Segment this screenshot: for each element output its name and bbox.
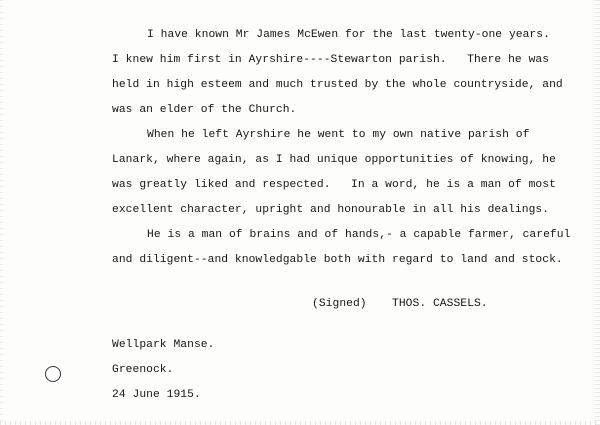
paragraph-3-line-2: and diligent--and knowledgable both with regard to land and stock.	[112, 254, 563, 266]
paragraph-1-line-4: was an elder of the Church.	[112, 104, 297, 116]
paragraph-1-line-3: held in high esteem and much trusted by the whole countryside, and	[112, 79, 563, 91]
paragraph-2-line-4: excellent character, upright and honourable in all his dealings.	[112, 204, 550, 216]
signatory-name: THOS. CASSELS.	[392, 298, 488, 310]
letter-date: 24 June 1915.	[112, 389, 201, 401]
signed-label: (Signed)	[312, 298, 367, 310]
paragraph-2-line-1: When he left Ayrshire he went to my own native parish of	[147, 129, 530, 141]
address-line-1: Wellpark Manse.	[112, 339, 215, 351]
paragraph-2-line-3: was greatly liked and respected. In a word, he is a man of most	[112, 179, 556, 191]
paragraph-3-line-1: He is a man of brains and of hands,- a capable farmer, careful	[147, 229, 571, 241]
paragraph-1-line-2: I knew him first in Ayrshire----Stewarton parish. There he was	[112, 54, 550, 66]
paragraph-1-line-1: I have known Mr James McEwen for the last twenty-one years.	[147, 29, 550, 41]
address-line-2: Greenock.	[112, 364, 174, 376]
paragraph-2-line-2: Lanark, where again, as I had unique opportunities of knowing, he	[112, 154, 556, 166]
punch-hole-mark	[45, 366, 61, 382]
